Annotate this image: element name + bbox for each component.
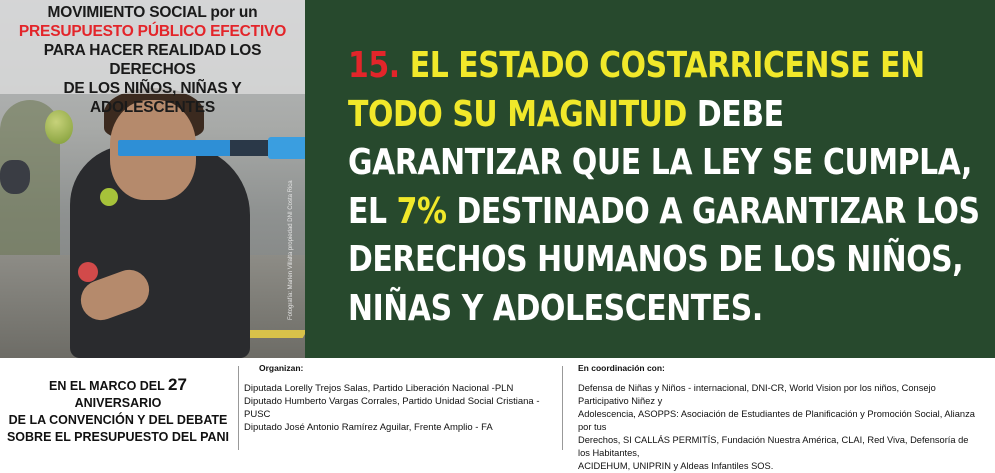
coordination-heading: En coordinación con:: [578, 363, 665, 373]
coordination-line: Adolescencia, ASOPPS: Asociación de Estudiantes de Planificación y Promoción Social, Alianza por tus: [578, 409, 975, 432]
chalkboard: [305, 0, 995, 358]
coordination-line: Defensa de Niñas y Niños - internacional, DNI-CR, World Vision por los niños, Consejo Participativo Niñez y: [578, 383, 936, 406]
title-line-2: PRESUPUESTO PÚBLICO EFECTIVO: [18, 23, 287, 40]
title-box: [0, 0, 305, 116]
board-statement: [348, 42, 987, 333]
anniversary-suffix: ANIVERSARIO: [74, 396, 162, 410]
anniversary-line-2: DE LA CONVENCIÓN Y DEL DEBATE: [8, 413, 228, 427]
organizers-heading: Organizan:: [259, 363, 304, 373]
title-line-4: DE LOS NIÑOS, NIÑAS Y ADOLESCENTES: [63, 80, 242, 116]
pencil-shaft: [230, 140, 272, 156]
coordination-block: [578, 362, 978, 473]
statement-number: 15.: [348, 45, 400, 86]
anniversary-line-1: [6, 376, 230, 412]
anniversary-number: 27: [168, 375, 187, 394]
red-ball-icon: [78, 262, 98, 282]
title-line-1: MOVIMIENTO SOCIAL por un: [47, 4, 258, 21]
statement-text-b: DESTINADO A GARANTIZAR LOS DERECHOS HUMANOS DE LOS NIÑOS, NIÑAS Y ADOLESCENTES.: [348, 190, 980, 329]
photo-credit: Fotografía: Marlen Villalta propiedad DNI Costa Rica: [288, 180, 294, 320]
coordination-line: ACIDEHUM, UNIPRIN y Aldeas Infantiles SOS.: [578, 461, 774, 471]
motorcycle-shape: [0, 160, 30, 194]
organizer-item: Diputada Lorelly Trejos Salas, Partido Liberación Nacional -PLN: [244, 383, 514, 394]
green-ball-icon: [100, 188, 118, 206]
anniversary-text: [6, 376, 230, 446]
title-line-3: PARA HACER REALIDAD LOS DERECHOS: [43, 42, 262, 78]
coordination-line: Derechos, SI CALLÁS PERMITÍS, Fundación Nuestra América, CLAI, Red Viva, Defensoría de los Habitantes,: [578, 435, 969, 458]
anniversary-prefix: EN EL MARCO DEL: [49, 379, 165, 393]
blindfold-bar: [118, 140, 238, 156]
anniversary-line-3: SOBRE EL PRESUPUESTO DEL PANI: [6, 430, 230, 444]
statement-highlight-a: EL ESTADO COSTARRICENSE EN TODO SU MAGNITUD: [348, 45, 925, 135]
statement-text-a: DEBE GARANTIZAR QUE LA LEY SE CUMPLA, EL: [348, 93, 972, 232]
footer-band: [0, 358, 995, 471]
organizers-block: [244, 362, 554, 434]
divider: [562, 366, 563, 450]
organizer-item: Diputado José Antonio Ramírez Aguilar, Frente Amplio - FA: [244, 422, 493, 433]
statement-highlight-b: 7%: [396, 190, 447, 232]
organizer-item: Diputado Humberto Vargas Corrales, Partido Unidad Social Cristiana - PUSC: [244, 396, 540, 420]
divider: [238, 366, 239, 450]
